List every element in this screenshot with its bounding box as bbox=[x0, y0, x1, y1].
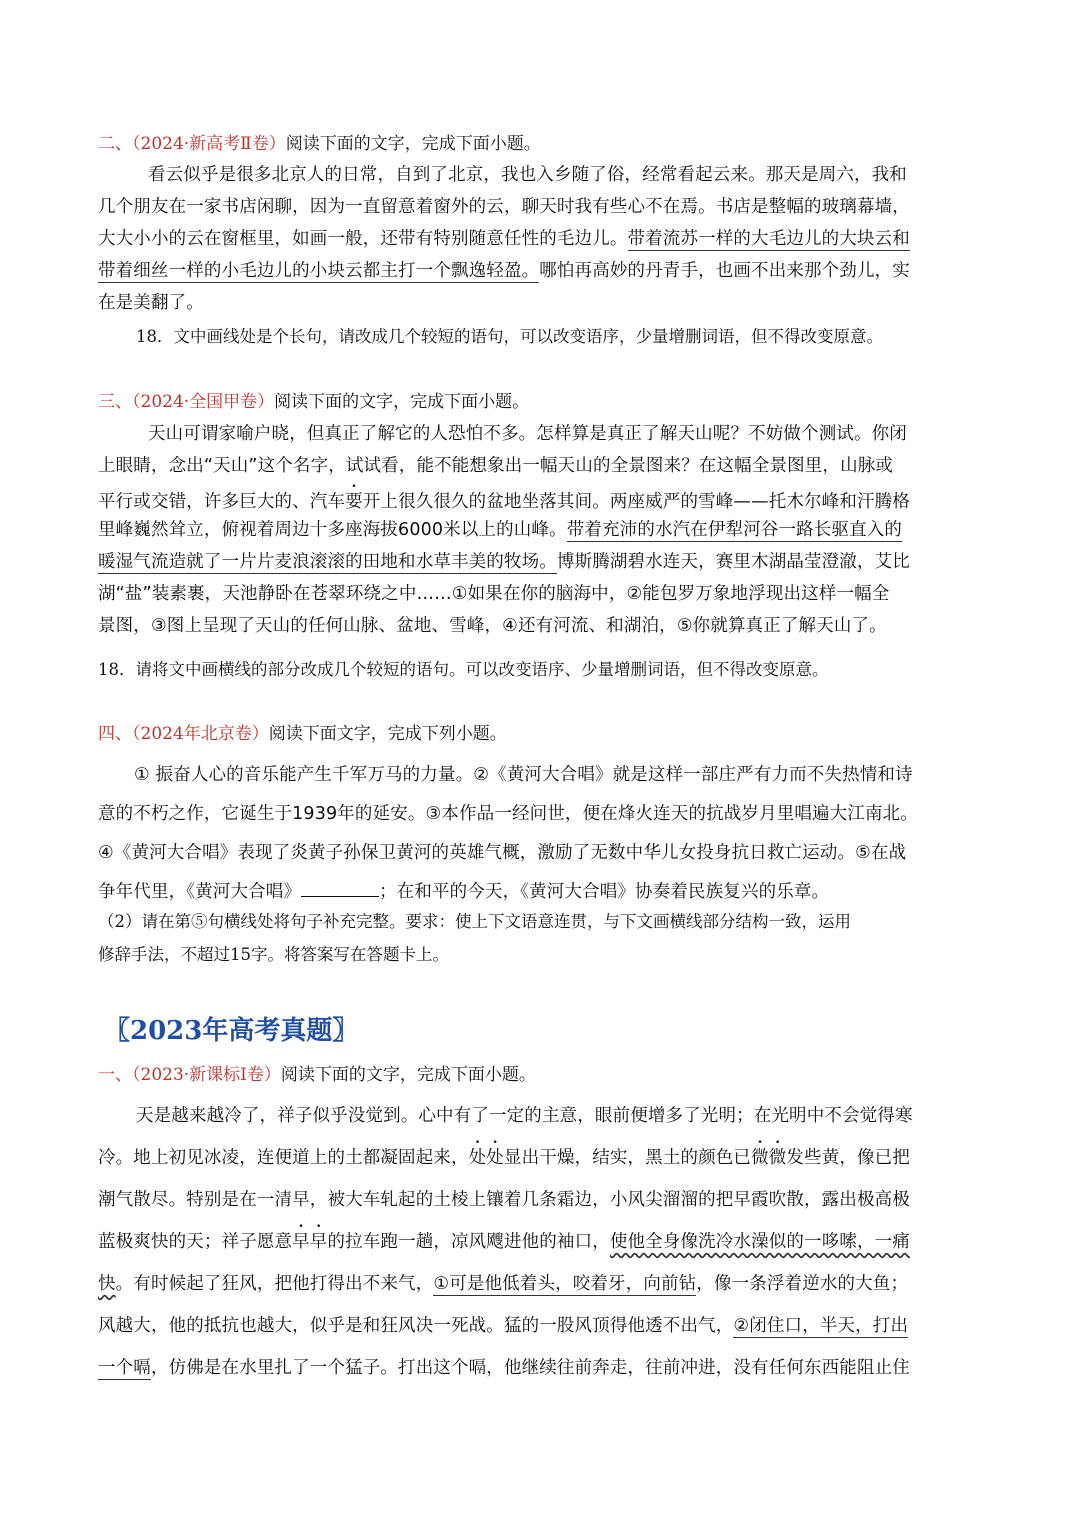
emphasized-text: 早早 bbox=[292, 1232, 328, 1252]
passage-line: 湖“盐”装素裹，天池静卧在苍翠环绕之中……①如果在你的脑海中，②能包罗万象地浮现出这样一幅全 bbox=[98, 584, 890, 604]
section-2-passage bbox=[98, 159, 998, 319]
section-2-number: 二、 bbox=[98, 134, 132, 154]
passage-line: ① 振奋人心的音乐能产生千军万马的力量。②《黄河大合唱》就是这样一部庄严有力而不失热情和诗 bbox=[134, 765, 913, 785]
passage-line bbox=[98, 1305, 998, 1347]
passage-line: 意的不朽之作，它诞生于1939年的延安。③本作品一经问世，便在烽火连天的抗战岁月里唱遍大江南北。 bbox=[98, 804, 918, 824]
answer-blank bbox=[301, 878, 379, 897]
passage-line bbox=[98, 223, 998, 255]
passage-line bbox=[98, 1347, 998, 1389]
section-3-number: 三、 bbox=[98, 392, 132, 412]
section-4-number: 四、 bbox=[98, 724, 132, 744]
passage-line bbox=[98, 1263, 998, 1305]
passage-line bbox=[98, 546, 998, 578]
underlined-text: ②闭住口，半天，打出 bbox=[733, 1316, 909, 1336]
section-2-question: 18．文中画线处是个长句，请改成几个较短的语句，可以改变语序，少量增删词语，但不得改变原意。 bbox=[136, 327, 883, 346]
passage-text: ；在和平的今天，《黄河大合唱》协奏着民族复兴的乐章。 bbox=[379, 882, 830, 902]
passage-text: 显出干燥，结实，黑土的颜色已 bbox=[503, 1148, 752, 1168]
section-4-instruction: 阅读下面文字，完成下列小题。 bbox=[268, 724, 507, 744]
emphasized-text: 要 bbox=[345, 492, 363, 512]
passage-text: 哪怕再高妙的丹青手，也画不出来那个劲儿，实 bbox=[539, 261, 910, 281]
underlined-text: 带着细丝一样的小毛边儿的小块云都主打一个飘逸轻盈。 bbox=[98, 261, 540, 281]
passage-line: 潮气散尽。特别是在一清早，被大车轧起的土棱上镶着几条霜边，小风尖溜溜的把早霞吹散，露出极高极 bbox=[98, 1190, 910, 1210]
section-1-heading bbox=[98, 1063, 536, 1087]
section-3-instruction: 阅读下面的文字，完成下面小题。 bbox=[274, 392, 530, 412]
section-4-passage bbox=[98, 756, 998, 912]
underlined-text: 带着流苏一样的大毛边儿的大块云和 bbox=[627, 229, 910, 249]
passage-line: 几个朋友在一家书店闲聊，因为一直留意着窗外的云，聊天时我有些心不在焉。书店是整幅的玻璃幕墙， bbox=[98, 197, 910, 217]
section-3-passage bbox=[98, 418, 998, 642]
section-3-source: （2024·全国甲卷） bbox=[132, 392, 275, 412]
emphasized-text: 处处 bbox=[468, 1148, 504, 1168]
passage-line: 天山可谓家喻户晓，但真正了解它的人恐怕不多。怎样算是真正了解天山呢？不妨做个测试。你闭 bbox=[148, 424, 907, 444]
section-2-source: （2024·新高考Ⅱ卷） bbox=[132, 134, 286, 154]
passage-text: ，像一条浮着逆水的大鱼； bbox=[696, 1274, 909, 1294]
passage-text: 冷。地上初见冰凌，连便道上的土都凝固起来， bbox=[98, 1148, 469, 1168]
passage-line bbox=[98, 1221, 998, 1263]
passage-text: 平行或交错，许多巨大的、汽车 bbox=[98, 492, 346, 512]
underlined-text: 暖湿气流造就了一片片麦浪滚滚的田地和水草丰美的牧场。 bbox=[98, 552, 557, 572]
section-3-question: 18．请将文中画横线的部分改成几个较短的语句。可以改变语序、少量增删词语，但不得改变原意。 bbox=[98, 660, 829, 679]
passage-line bbox=[98, 482, 998, 514]
passage-line: ④《黄河大合唱》表现了炎黄子孙保卫黄河的英雄气概，激励了无数中华儿女投身抗日救亡运动。⑤在战 bbox=[98, 843, 907, 863]
passage-text: 发些黄，像已把 bbox=[786, 1148, 910, 1168]
emphasized-text: 微微 bbox=[751, 1148, 787, 1168]
section-4-heading bbox=[98, 722, 507, 746]
section-1-instruction: 阅读下面的文字，完成下面小题。 bbox=[280, 1065, 536, 1085]
section-4-question-line-1: （2）请在第⑤句横线处将句子补充完整。要求：使上下文语意连贯，与下文画横线部分结构一致，运用 bbox=[98, 912, 851, 931]
passage-text: 争年代里，《黄河大合唱》 bbox=[98, 882, 302, 902]
passage-text: 大大小小的云在窗框里，如画一般，还带有特别随意任性的毛边儿。 bbox=[98, 229, 628, 249]
passage-text: 博斯腾湖碧水连天，赛里木湖晶莹澄澈，艾比 bbox=[556, 552, 910, 572]
passage-line bbox=[98, 255, 998, 287]
passage-line: 天是越来越冷了，祥子似乎没觉到。心中有了一定的主意，眼前便增多了光明；在光明中不会觉得寒 bbox=[136, 1106, 913, 1126]
passage-line: 在是美翻了。 bbox=[98, 293, 204, 313]
section-4-question-line-2: 修辞手法，不超过15字。将答案写在答题卡上。 bbox=[98, 945, 449, 964]
passage-line bbox=[98, 514, 998, 546]
section-1-number: 一、 bbox=[98, 1065, 132, 1085]
underlined-text: 带着充沛的水汽在伊犁河谷一路长驱直入的 bbox=[566, 520, 903, 540]
passage-line: 上眼睛，念出“天山”这个名字，试试看，能不能想象出一幅天山的全景图来？在这幅全景图里，山脉或 bbox=[98, 456, 894, 476]
passage-text: 里峰巍然耸立，俯视着周边十多座海拔6000米以上的山峰。 bbox=[98, 520, 567, 540]
passage-line: 景图，③图上呈现了天山的任何山脉、盆地、雪峰，④还有河流、和湖泊，⑤你就算真正了解天山了。 bbox=[98, 616, 887, 636]
wavy-underlined-text: 快 bbox=[98, 1274, 116, 1294]
section-2-instruction: 阅读下面的文字，完成下面小题。 bbox=[285, 134, 541, 154]
passage-text: 。有时候起了狂风，把他打得出不来气， bbox=[115, 1274, 434, 1294]
passage-text: 风越大，他的抵抗也越大，似乎是和狂风决一死战。猛的一股风顶得他透不出气， bbox=[98, 1316, 734, 1336]
section-2-heading bbox=[98, 132, 541, 156]
underlined-text: 一个嗝 bbox=[98, 1358, 151, 1378]
passage-text: ，仿佛是在水里扎了一个猛子。打出这个嗝，他继续往前奔走，往前冲进，没有任何东西能阻止住 bbox=[150, 1358, 910, 1378]
passage-text: 蓝极爽快的天；祥子愿意 bbox=[98, 1232, 293, 1252]
passage-text: 的拉车跑一趟，凉风飕进他的袖口， bbox=[327, 1232, 610, 1252]
year-section-title: 〖2023年高考真题〗 bbox=[104, 1016, 359, 1046]
section-4-source: （2024年北京卷） bbox=[132, 724, 269, 744]
passage-text: 开上很久很久的盆地坐落其间。两座威严的雪峰——托木尔峰和汗腾格 bbox=[362, 492, 910, 512]
passage-line bbox=[98, 1137, 998, 1179]
section-1-source: （2023·新课标Ⅰ卷） bbox=[132, 1065, 281, 1085]
wavy-underlined-text: 使他全身像洗冷水澡似的一哆嗦，一痛 bbox=[609, 1232, 910, 1252]
section-3-heading bbox=[98, 390, 529, 414]
section-1-passage bbox=[98, 1095, 998, 1389]
underlined-text: ①可是他低着头，咬着牙，向前钻 bbox=[433, 1274, 697, 1294]
passage-line: 看云似乎是很多北京人的日常，自到了北京，我也入乡随了俗，经常看起云来。那天是周六，我和 bbox=[148, 165, 907, 185]
